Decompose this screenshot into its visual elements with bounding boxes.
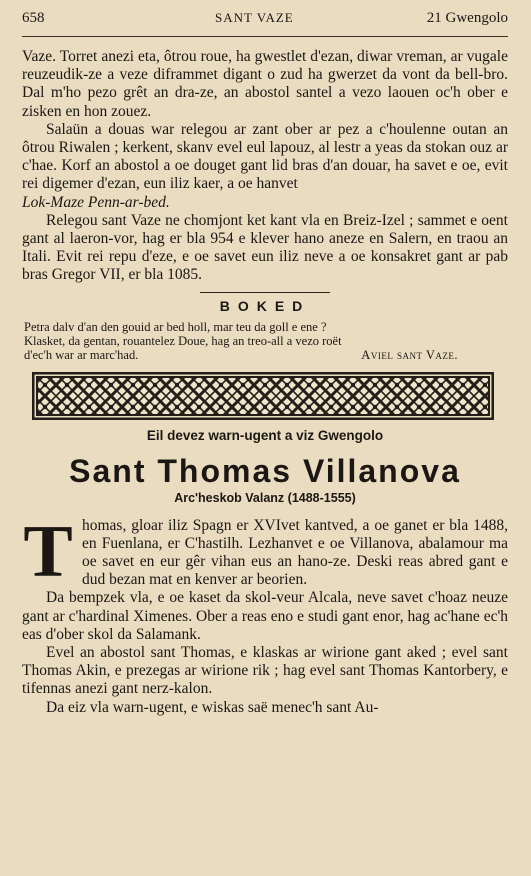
quote-line: Petra dalv d'an den gouid ar bed holl, mar teu da goll e ene ? <box>24 319 327 334</box>
paragraph: Vaze. Torret anezi eta, ôtrou roue, ha gwestlet d'ezan, diwar vreman, ar vugale reuzeudik-ze a veze diframmet digant o zud ha gwerzet da vont da bell-bro. Dal m'ho pezo grêt an dra-ze, an abostol santel a vezo laouen oc'h ober e zisken en hon zouez. <box>22 48 508 120</box>
running-head <box>22 10 508 37</box>
ornament-pattern <box>34 374 492 418</box>
paragraph: Da bempzek vla, e oe kaset da skol-veur Alcala, neve savet c'hoaz neuze gant ar c'hardinal Ximenes. Ober a reas eno e studi gant enor, hag ac'hane ec'h eas d'ober skol da Salamank. <box>22 589 508 643</box>
church-name: Lok-Maze Penn-ar-bed. <box>22 193 170 211</box>
boked-heading: BOKED <box>219 297 311 314</box>
page <box>22 10 508 717</box>
running-head-title: SANT VAZE <box>215 10 294 25</box>
page-number: 658 <box>22 10 45 26</box>
saint-subtitle: Arc'heskob Valanz (1488-1555) <box>174 490 356 505</box>
paragraph: Da eiz vla warn-ugent, e wiskas saë menec'h sant Au- <box>46 698 379 716</box>
ornamental-border-band <box>32 372 494 420</box>
dropcap <box>22 510 74 593</box>
paragraph: homas, gloar iliz Spagn er XVIvet kantved, a oe ganet er bla 1488, en Fuenlana, er C'hastilh. Lezhanvet e oe Villanova, abalamour ma oe savet en eur gêr vihan eus an hano-ze. Deski reas abred gant e dud bezan mat en kenver ar beorien. <box>82 516 508 589</box>
campaign-line: Eil devez warn-ugent a viz Gwengolo <box>146 427 384 443</box>
top-text <box>22 48 508 285</box>
dropcap-letter: T <box>23 510 73 593</box>
paragraph: Relegou sant Vaze ne chomjont ket kant vla en Breiz-Izel ; sammet e oent gant al laeron-vor, hag er bla 954 e klever hano aneze en Salern, en traou an Itali. Evit rei repu d'eze, e oe savet eun iliz neve a oe konsakret gant ar pab bras Gregor VII, er bla 1085. <box>22 211 508 284</box>
quote-line: Klasket, da gentan, rouantelez Doue, hag an treo-all a vezo roët <box>24 333 342 348</box>
saint-title: Sant Thomas Villanova <box>69 452 461 489</box>
paragraph: Evel an abostol sant Thomas, e klaskas ar wirione gant aked ; evel sant Thomas Akin, e prezegas ar wirione rik ; hag evel sant Thomas Kantorbery, e tifennas anezi gant nerz-kalon. <box>22 644 508 698</box>
running-head-date: 21 Gwengolo <box>426 10 508 26</box>
boked-quote <box>22 320 508 362</box>
quote-line-last: d'ec'h war ar marc'had. Aviel sant Vaze. <box>24 347 458 362</box>
saint-text <box>22 510 508 717</box>
divider <box>200 292 330 293</box>
paragraph: Salaün a douas war relegou ar zant ober ar pez a c'houlenne outan an ôtrou Riwalen ; kerkent, skanv evel eul lapouz, al lestr a yeas da stokan ouz ar c'hae. Korf an abostol a oe douget gant lid bras d'an douar, ha savet e oe, evit rei digemer d'ezan, eun iliz kaer, a oe hanvet Lok-Maze Penn-ar-bed. <box>22 120 508 211</box>
quote-signature: Aviel sant Vaze. <box>361 347 458 362</box>
